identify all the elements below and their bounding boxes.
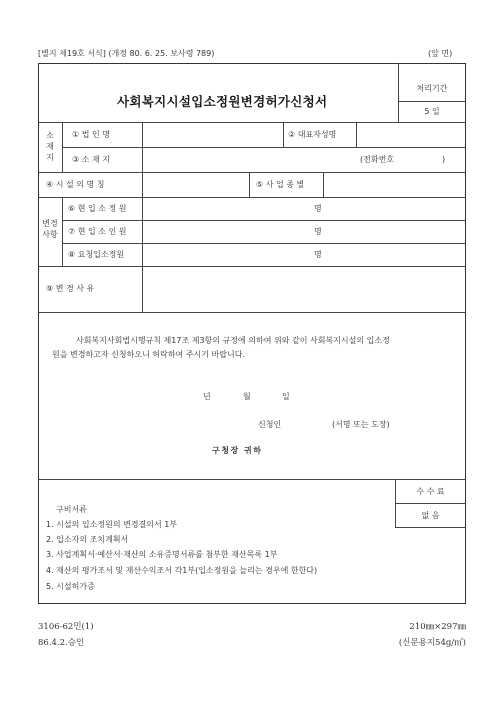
requested-capacity-unit: 명	[314, 250, 322, 259]
current-residents-field[interactable]	[143, 221, 465, 242]
facility-name-field[interactable]	[143, 173, 248, 196]
date-year: 년	[203, 392, 211, 401]
form-title: 사회복지시설입소정원변경허가신청서	[117, 94, 328, 109]
statement-line-1: 사회복지사회법시행규칙 제17조 제3항의 규정에 의하여 위와 같이 사회복지시설의 입소정	[76, 336, 390, 345]
applicant-sign-note: (서명 또는 도장)	[332, 420, 390, 429]
phone-close: )	[442, 155, 446, 164]
docs-item: 3. 사업계획서·예산서·재산의 소유증명서류를 첨부한 재산목록 1부	[46, 550, 278, 559]
footer-size: 210㎜×297㎜	[409, 622, 466, 632]
change-group-label: 변경사항	[42, 219, 58, 239]
docs-item: 2. 입소자의 조치계획서	[46, 535, 129, 544]
applicant-sign-field[interactable]	[288, 416, 328, 432]
footer-paper: (신문용지54g/㎡)	[398, 638, 466, 648]
address-label: ③ 소 재 지	[72, 155, 110, 164]
reason-label: ⑨ 변 경 사 유	[46, 284, 95, 293]
footer-code: 3106-62민(1)	[38, 622, 94, 632]
requested-capacity-field[interactable]	[143, 244, 465, 265]
rep-name-field[interactable]	[357, 123, 465, 146]
fee-value: 없 음	[421, 511, 440, 520]
requested-capacity-label: ⑧ 요청입소정원	[68, 250, 125, 259]
business-type-label: ⑤ 사 업 종 별	[256, 180, 305, 189]
corp-name-label: ① 법 인 명	[72, 130, 110, 139]
reason-field[interactable]	[143, 267, 465, 311]
location-group-label: 소재지	[46, 131, 54, 162]
date-day: 일	[282, 392, 290, 401]
form-id: [별지 제19호 서식] (개정 80. 6. 25. 보사령 789)	[38, 49, 215, 58]
processing-period-days: 5 일	[424, 107, 440, 116]
applicant-label: 신청인	[258, 420, 282, 429]
current-residents-label: ⑦ 현 입 소 인 원	[68, 227, 127, 236]
fee-label: 수 수 료	[416, 487, 445, 496]
corp-name-field[interactable]	[143, 123, 282, 146]
processing-period-label: 처리기간	[416, 84, 448, 93]
rep-name-label: ② 대표자성명	[288, 130, 337, 139]
docs-item: 5. 시설허가증	[46, 582, 95, 591]
docs-title: 구비서류	[56, 505, 87, 514]
addressee: 구청장 귀하	[212, 446, 263, 455]
footer-approval: 86.4.2.승인	[38, 638, 85, 648]
current-capacity-label: ⑥ 현 입 소 정 원	[68, 204, 127, 213]
current-capacity-field[interactable]	[143, 198, 465, 219]
facility-name-label: ④ 시 설 의 명 칭	[46, 180, 105, 189]
date-month: 월	[243, 392, 251, 401]
docs-item: 1. 시설의 입소정원의 변경결의서 1부	[46, 520, 178, 529]
docs-item: 4. 재산의 평가조서 및 재산수익조서 각1부(입소정원을 늘리는 경우에 한한다)	[46, 566, 318, 575]
current-capacity-unit: 명	[314, 204, 322, 213]
address-field[interactable]	[143, 148, 465, 171]
phone-label: (전화번호	[360, 155, 395, 164]
current-residents-unit: 명	[314, 227, 322, 236]
business-type-field[interactable]	[324, 173, 465, 196]
statement-line-2: 원을 변경하고자 신청하오니 허락하여 주시기 바랍니다.	[52, 350, 245, 359]
page-side: (앞 면)	[428, 49, 453, 58]
